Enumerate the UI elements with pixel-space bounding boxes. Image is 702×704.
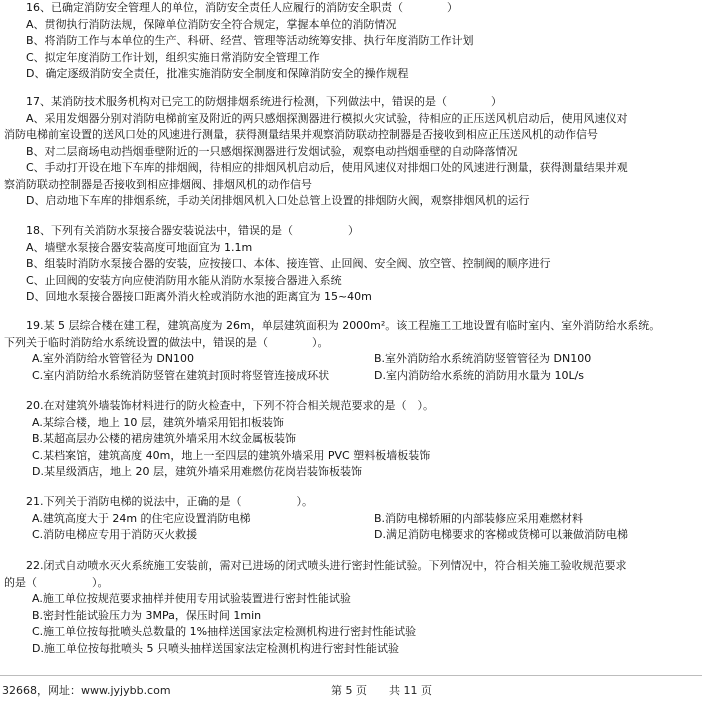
option-a: A.某综合楼，地上 10 层，建筑外墙采用铝扣板装饰 — [32, 415, 284, 429]
question-stem: 16、已确定消防安全管理人的单位，消防安全责任人应履行的消防安全职责（ ） — [26, 1, 458, 14]
page-footer — [0, 683, 702, 699]
question-stem-continued: 下列关于临时消防给水系统设置的做法中，错误的是（ ）。 — [4, 335, 329, 349]
option-d: D、启动地下车库的排烟系统，手动关闭排烟风机入口处总管上设置的排烟防火阀，观察排烟风机的运行 — [26, 194, 530, 207]
question-stem: 22.闭式自动喷水灭火系统施工安装前，需对已进场的闭式喷头进行密封性能试验。下列情况中，符合相关施工验收规范要求 — [26, 559, 627, 572]
question-16 — [4, 0, 696, 83]
option-b: B.某超高层办公楼的裙房建筑外墙采用木纹金属板装饰 — [32, 432, 297, 445]
option-c: C.消防电梯应专用于消防灭火救援 — [32, 528, 198, 541]
footer-website: 32668，网址：www.jyjybb.com — [2, 684, 171, 697]
option-c: C.某档案馆，建筑高度 40m，地上一至四层的建筑外墙采用 PVC 塑料板墙板装饰 — [32, 448, 431, 462]
option-row — [4, 527, 696, 544]
option-a: A.建筑高度大于 24m 的住宅应设置消防电梯 — [32, 511, 251, 525]
option-row — [4, 368, 696, 385]
option-a: A.室外消防给水管管径为 DN100 — [32, 352, 195, 365]
question-22 — [4, 558, 696, 657]
question-19 — [4, 318, 696, 384]
question-stem: 21.下列关于消防电梯的说法中，正确的是（ ）。 — [26, 495, 313, 508]
question-18 — [4, 223, 696, 306]
option-a: A、墙壁水泵接合器安装高度可地面宜为 1.1m — [26, 240, 253, 254]
question-stem: 20.在对建筑外墙装饰材料进行的防火检查中，下列不符合相关规范要求的是（ ）。 — [26, 399, 434, 412]
option-row — [4, 351, 696, 368]
question-20 — [4, 398, 696, 481]
option-d: D.施工单位按每批喷头 5 只喷头抽样送国家法定检测机构进行密封性能试验 — [32, 641, 399, 655]
option-c: C.室内消防给水系统消防竖管在建筑封顶时将竖管连接成环状 — [32, 368, 330, 382]
option-d: D.室内消防给水系统的消防用水量为 10L/s — [374, 368, 585, 382]
option-c: C、止回阀的安装方向应使消防用水能从消防水泵接合器进入系统 — [26, 273, 342, 287]
question-stem: 18、下列有关消防水泵接合器安装说法中，错误的是（ ） — [26, 224, 359, 237]
option-b: B.消防电梯轿厢的内部装修应采用难燃材料 — [374, 511, 584, 525]
footer-divider — [0, 675, 702, 676]
option-c: C、手动打开设在地下车库的排烟阀，待相应的排烟风机启动后，使用风速仪对排烟口处的风速进行测量，获得测量结果并观 — [26, 161, 628, 174]
option-c: C、拟定年度消防工作计划，组织实施日常消防安全管理工作 — [26, 50, 320, 64]
question-stem: 17、某消防技术服务机构对已完工的防烟排烟系统进行检测，下列做法中，错误的是（ ） — [26, 95, 502, 108]
option-b: B.密封性能试验压力为 3MPa，保压时间 1min — [32, 608, 262, 622]
option-b: B、将消防工作与本单位的生产、科研、经营、管理等活动统筹安排、执行年度消防工作计划 — [26, 34, 474, 47]
option-d: D、确定逐级消防安全责任，批准实施消防安全制度和保障消防安全的操作规程 — [26, 67, 409, 80]
option-b: B、组装时消防水泵接合器的安装，应按接口、本体、接连管、止回阀、安全阀、放空管、控制阀的顺序进行 — [26, 257, 551, 270]
option-c: C.施工单位按每批喷头总数量的 1%抽样送国家法定检测机构进行密封性能试验 — [32, 625, 417, 638]
question-17 — [4, 94, 696, 210]
option-d: D.满足消防电梯要求的客梯或货梯可以兼做消防电梯 — [374, 528, 628, 541]
option-a: A、采用发烟器分别对消防电梯前室及附近的两只感烟探测器进行模拟火灾试验，待相应的正压送风机启动后，使用风速仪对 — [26, 111, 628, 125]
option-a: A、贯彻执行消防法规，保障单位消防安全符合规定，掌握本单位的消防情况 — [26, 17, 397, 31]
option-b: B.室外消防给水系统消防竖管管径为 DN100 — [374, 352, 592, 365]
question-stem-continued: 的是（ ）。 — [4, 575, 109, 589]
option-a-continued: 消防电梯前室设置的送风口处的风速进行测量，获得测量结果并观察消防联动控制器是否接收到相应正压送风机的动作信号 — [4, 128, 598, 141]
option-b: B、对二层商场电动挡烟垂壁附近的一只感烟探测器进行发烟试验，观察电动挡烟垂壁的自动降落情况 — [26, 144, 518, 158]
option-row — [4, 511, 696, 528]
option-d: D、回地水泵接合器接口距离外消火栓或消防水池的距离宜为 15~40m — [26, 290, 372, 303]
footer-page-number: 第 5 页 共 11 页 — [331, 684, 432, 697]
question-stem: 19.某 5 层综合楼在建工程，建筑高度为 26m，单层建筑面积为 2000m²。该工程施工工地设置有临时室内、室外消防给水系统。 — [26, 319, 661, 332]
question-21 — [4, 494, 696, 544]
option-d: D.某星级酒店，地上 20 层，建筑外墙采用难燃仿花岗岩装饰板装饰 — [32, 465, 362, 478]
option-c-continued: 察消防联动控制器是否接收到相应排烟阀、排烟风机的动作信号 — [4, 177, 312, 191]
option-a: A.施工单位按规范要求抽样并使用专用试验装置进行密封性能试验 — [32, 592, 351, 605]
